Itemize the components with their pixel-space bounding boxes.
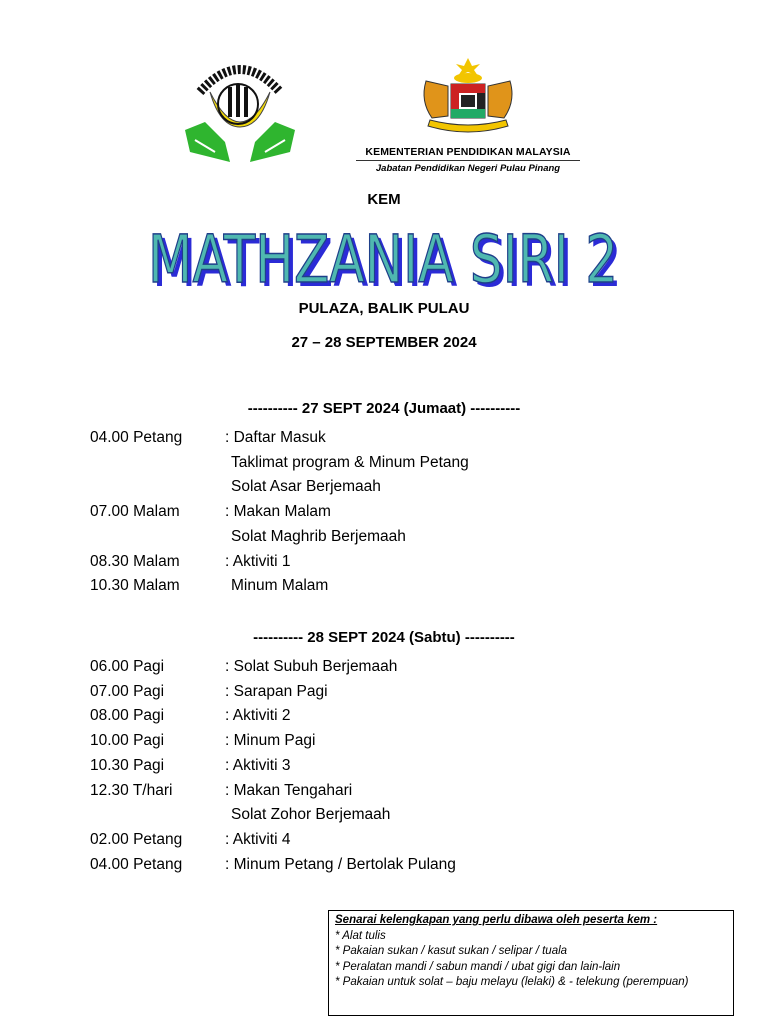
malaysia-coat-of-arms-icon bbox=[418, 56, 518, 138]
ministry-name: KEMENTERIAN PENDIDIKAN MALAYSIA bbox=[365, 146, 571, 158]
schedule-activity: : Aktiviti 1 bbox=[225, 552, 291, 570]
checklist-title: Senarai kelengkapan yang perlu dibawa oleh peserta kem : bbox=[335, 914, 658, 926]
schedule-time: 10.00 Pagi bbox=[90, 732, 165, 750]
page-title-shadow: MATHZANIA SIRI 2 bbox=[152, 225, 622, 298]
schedule-activity: : Minum Pagi bbox=[225, 732, 316, 750]
schedule-activity: : Daftar Masuk bbox=[225, 429, 326, 446]
schedule-activity: : Aktiviti 4 bbox=[225, 830, 291, 848]
schedule-activity: : Sarapan Pagi bbox=[225, 682, 328, 700]
schedule-activity: : Aktiviti 2 bbox=[225, 707, 291, 725]
schedule-time: 07.00 Malam bbox=[90, 503, 180, 521]
schedule-time: 10.30 Malam bbox=[90, 577, 180, 595]
page-title bbox=[134, 218, 634, 298]
schedule-activity: : Aktiviti 3 bbox=[225, 756, 291, 774]
schedule-time: 06.00 Pagi bbox=[90, 658, 165, 675]
event-dates: 27 – 28 SEPTEMBER 2024 bbox=[291, 334, 477, 351]
schedule-time: 02.00 Petang bbox=[90, 830, 183, 848]
schedule-activity: Minum Malam bbox=[231, 577, 329, 595]
schedule-activity: Solat Asar Berjemaah bbox=[231, 478, 381, 496]
school-crest-icon bbox=[180, 52, 300, 170]
schedule-time: 12.30 T/hari bbox=[90, 781, 173, 799]
ministry-subtitle: Jabatan Pendidikan Negeri Pulau Pinang bbox=[375, 163, 561, 174]
checklist-item: * Pakaian sukan / kasut sukan / selipar / tuala bbox=[335, 945, 568, 957]
schedule-activity: : Makan Tengahari bbox=[225, 781, 353, 799]
schedule-time: 08.00 Pagi bbox=[90, 707, 165, 725]
checklist-box bbox=[328, 910, 734, 1016]
schedule-time: 08.30 Malam bbox=[90, 552, 180, 570]
schedule-activity: Solat Maghrib Berjemaah bbox=[231, 527, 406, 545]
location: PULAZA, BALIK PULAU bbox=[298, 300, 470, 317]
day1-heading: ---------- 27 SEPT 2024 (Jumaat) ---------- bbox=[247, 400, 521, 417]
ministry-divider bbox=[356, 160, 580, 161]
day2-heading: ---------- 28 SEPT 2024 (Sabtu) ---------- bbox=[253, 629, 515, 646]
schedule-activity: : Makan Malam bbox=[225, 503, 331, 521]
schedule-time: 04.00 Petang bbox=[90, 429, 183, 446]
schedule-activity: : Solat Subuh Berjemaah bbox=[225, 658, 398, 675]
kem-label: KEM bbox=[367, 191, 401, 208]
schedule-time: 04.00 Petang bbox=[90, 855, 183, 873]
schedule-time: 07.00 Pagi bbox=[90, 682, 165, 700]
page-title-text: MATHZANIA SIRI 2 bbox=[148, 221, 618, 298]
schedule-time: 10.30 Pagi bbox=[90, 756, 165, 774]
schedule-activity: : Minum Petang / Bertolak Pulang bbox=[225, 855, 456, 873]
schedule-activity: Solat Zohor Berjemaah bbox=[231, 806, 391, 824]
checklist-item: * Peralatan mandi / sabun mandi / ubat gigi dan lain-lain bbox=[335, 960, 621, 973]
checklist-item: * Pakaian untuk solat – baju melayu (lelaki) & - telekung (perempuan) bbox=[335, 976, 689, 988]
checklist-item: * Alat tulis bbox=[335, 929, 386, 942]
schedule-activity: Taklimat program & Minum Petang bbox=[231, 453, 469, 471]
